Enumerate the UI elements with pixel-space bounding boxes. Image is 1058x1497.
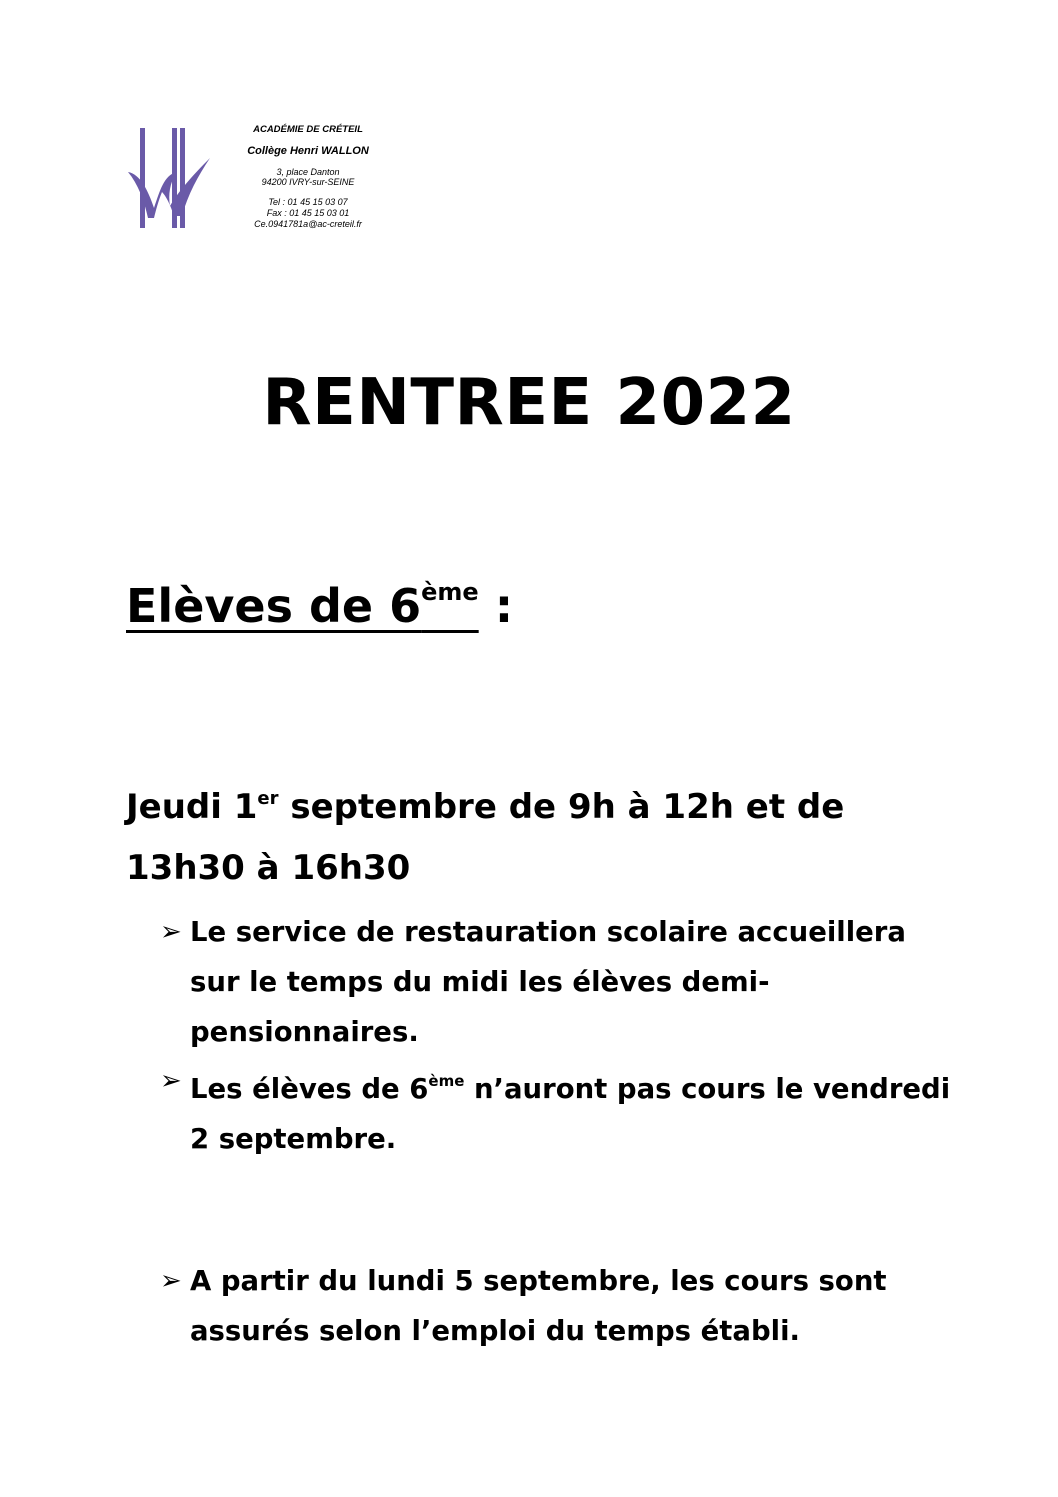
bullet-text-sup: ème <box>428 1072 465 1090</box>
section-heading-colon: : <box>478 579 514 633</box>
arrow-bullet-icon: ➢ <box>160 917 182 947</box>
bullet-item-vendredi <box>160 1056 960 1164</box>
schedule-part-2: septembre de 9h à 12h et de 13h30 à 16h30 <box>126 787 845 888</box>
arrow-bullet-icon: ➢ <box>160 1266 182 1296</box>
bullet-text <box>190 1056 960 1164</box>
phone-number: Tel : 01 45 15 03 07 <box>268 197 348 208</box>
section-heading-sup: ème <box>421 578 479 606</box>
schedule-sup: er <box>257 788 279 809</box>
academie-name: ACADÉMIE DE CRÉTEIL <box>253 124 363 135</box>
bullet-text-part-2: n’auront pas cours le vendredi 2 septembre. <box>190 1073 951 1155</box>
bullet-item-lundi <box>160 1256 960 1356</box>
address-line-1: 3, place Danton <box>276 166 340 177</box>
email-address: Ce.0941781a@ac-creteil.fr <box>254 218 362 229</box>
bullet-text-part-1: Les élèves de 6 <box>190 1073 429 1105</box>
section-heading-underlined <box>126 579 479 633</box>
college-logo <box>126 128 216 232</box>
letterhead <box>118 118 418 258</box>
bullet-item-restauration <box>160 907 960 1057</box>
section-heading-text: Elèves de 6 <box>126 579 422 633</box>
page-title: RENTREE 2022 <box>262 366 796 440</box>
fax-number: Fax : 01 45 15 03 01 <box>266 207 350 218</box>
college-name: Collège Henri WALLON <box>247 145 369 158</box>
bullet-text: Le service de restauration scolaire accueillera sur le temps du midi les élèves demi-pensionnaires. <box>190 916 906 1048</box>
schedule-line <box>126 768 946 899</box>
bullet-text: A partir du lundi 5 septembre, les cours sont assurés selon l’emploi du temps établi. <box>190 1265 887 1347</box>
address-line-2: 94200 IVRY-sur-SEINE <box>261 177 355 188</box>
arrow-bullet-icon: ➢ <box>160 1066 182 1096</box>
schedule-part-1: Jeudi 1 <box>126 787 258 827</box>
letterhead-text <box>218 124 398 230</box>
section-heading <box>126 578 513 633</box>
